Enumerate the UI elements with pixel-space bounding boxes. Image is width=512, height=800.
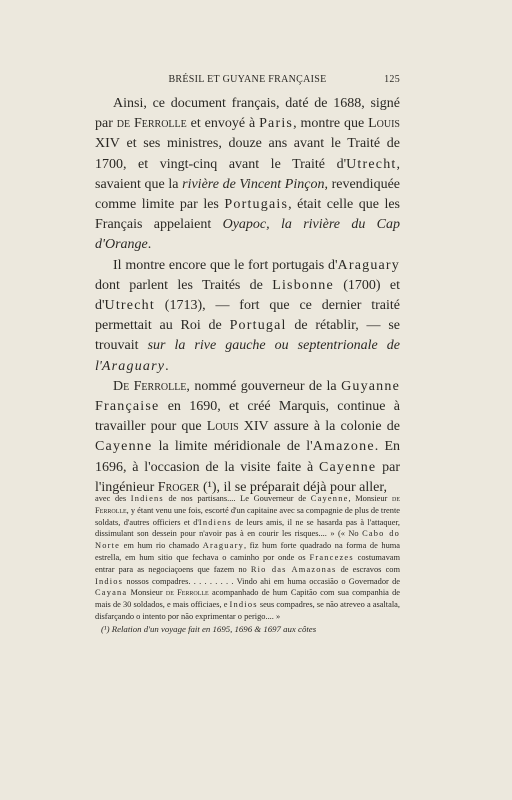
running-header <box>95 74 400 88</box>
place-name: Cayenne <box>318 459 377 475</box>
text-run: par l'ingénieur <box>95 459 400 495</box>
text-run: de rétablir, — se trouvait <box>95 318 400 354</box>
person-name: de Ferrolle <box>165 588 209 598</box>
text-run: , savaient que la <box>95 156 400 192</box>
text-run: , Monsieur <box>348 494 392 503</box>
text-run: avec des <box>95 494 131 503</box>
people-name: Indios <box>229 600 258 610</box>
place-name: Paris <box>259 116 294 132</box>
text-run: , fiz hum forte quadrado na forma de huma estrella, em hum sitio que fechava o caminho por onde os <box>95 541 401 562</box>
place-name: Cayana <box>95 588 128 598</box>
text-run: costumavam entrar para as negociaçoens que fazem no <box>95 552 400 574</box>
place-name: Amazone <box>312 439 375 455</box>
person-name: De Ferrolle <box>113 378 187 394</box>
text-run: (1713), — fort que ce dernier traité permettait au Roi de <box>95 298 400 334</box>
text-run: em hum rio chamado <box>120 541 203 551</box>
text-run: seus compadres, se não atreveo a asaltala, disfarçando o intento por não exprimentar o perigo.... » <box>95 600 400 621</box>
footnote-continuation <box>95 493 400 623</box>
person-name: Froger <box>157 479 200 495</box>
text-run: en 1690, et créé Marquis, continue à travailler pour que <box>95 399 400 435</box>
place-name: Utrecht <box>104 298 155 314</box>
place-name: Portugal <box>229 318 287 334</box>
text-run: nossos compadres. . . . . . . . . Vindo ahi em huma occasião o Governador de <box>123 576 400 586</box>
river-name: rivière de Vincent Pinçon <box>182 176 325 192</box>
people-name: Portugais <box>224 197 289 213</box>
place-name: Araguary <box>202 541 244 551</box>
text-run: . En 1696, à l'occasion de la visite faite à <box>95 439 400 475</box>
text-run: , était celle que les Français appelaient <box>95 197 400 233</box>
place-name: Guyanne Française <box>95 378 401 415</box>
people-name: Indiens <box>198 517 232 527</box>
people-name: Francezes <box>309 552 354 562</box>
text-run: , revendiquée comme limite par les <box>95 176 401 213</box>
text-run: assure à la colonie de <box>268 419 400 435</box>
text-run: et ses ministres, douze ans avant le Traité de 1700, et vingt-cinq avant le Traité d' <box>95 136 400 172</box>
place-name: Araguary <box>101 358 166 374</box>
running-title: BRÉSIL ET GUYANE FRANÇAISE <box>168 74 327 85</box>
text-run: , montre que <box>293 116 369 132</box>
person-name: de Ferrolle <box>116 116 187 132</box>
place-name: Cabo do Norte <box>95 529 400 551</box>
text-run: . <box>165 358 169 374</box>
river-name: Oyapoc, la rivière du Cap d'Orange <box>95 217 400 253</box>
text-run: de escravos com <box>336 564 400 574</box>
text-run: (1700) et d' <box>95 277 400 314</box>
text-run: Il montre encore que le fort portugais d' <box>113 257 338 273</box>
text-run: et envoyé à <box>186 116 260 132</box>
person-name: Louis XIV <box>95 116 400 152</box>
place-name: Utrecht <box>346 156 397 172</box>
footnotes <box>95 493 400 636</box>
footnote-1 <box>95 624 400 636</box>
people-name: Indios <box>95 576 124 586</box>
paragraph-3 <box>95 377 400 498</box>
place-name: Cayenne <box>95 439 153 455</box>
text-run: de leurs amis, il ne se hasarda pas à l'attaquer, dissimulant son dessein pour n'avoir pas à en courir les risques.... » (« No <box>95 517 401 539</box>
page-number: 125 <box>384 74 400 85</box>
place-name: Araguary <box>337 257 400 273</box>
text-run: Ainsi, ce document français, daté de 1688, signé par <box>95 96 400 132</box>
text-run: , nommé gouverneur de la <box>186 378 342 394</box>
place-name: Rio das Amazonas <box>250 564 337 574</box>
text-run: . <box>147 237 152 253</box>
emphasis-text: sur la rive gauche ou septentrionale de l' <box>95 338 401 374</box>
text-run: de nos partisans.... Le Gouverneur de <box>163 494 311 503</box>
footnote-text: (¹) Relation d'un voyage fait en 1695, 1696 & 1697 aux côtes <box>101 623 317 634</box>
paragraph-1 <box>95 94 400 256</box>
person-name: Louis XIV <box>206 419 269 435</box>
text-run: (¹), il se préparait déjà pour aller, <box>199 479 387 495</box>
text-run: acompanhado de hum Capitão com sua companhia de mais de 30 soldados, e mais officiaes, e <box>95 588 400 610</box>
text-run: la limite méridionale de l' <box>152 439 313 455</box>
place-name: Lisbonne <box>272 277 334 293</box>
place-name: Cayenne <box>310 494 349 503</box>
text-run: Monsieur <box>127 588 166 598</box>
person-name: de Ferrolle <box>95 494 400 515</box>
text-run: dont parlent les Traités de <box>95 277 273 293</box>
text-run: , y étant venu une fois, escorté d'un capitaine avec sa compagnie de plus de trente soldats, d'autres officiers et d' <box>95 505 400 527</box>
people-name: Indiens <box>130 494 164 503</box>
paragraph-2 <box>95 256 400 377</box>
main-text <box>95 94 400 498</box>
